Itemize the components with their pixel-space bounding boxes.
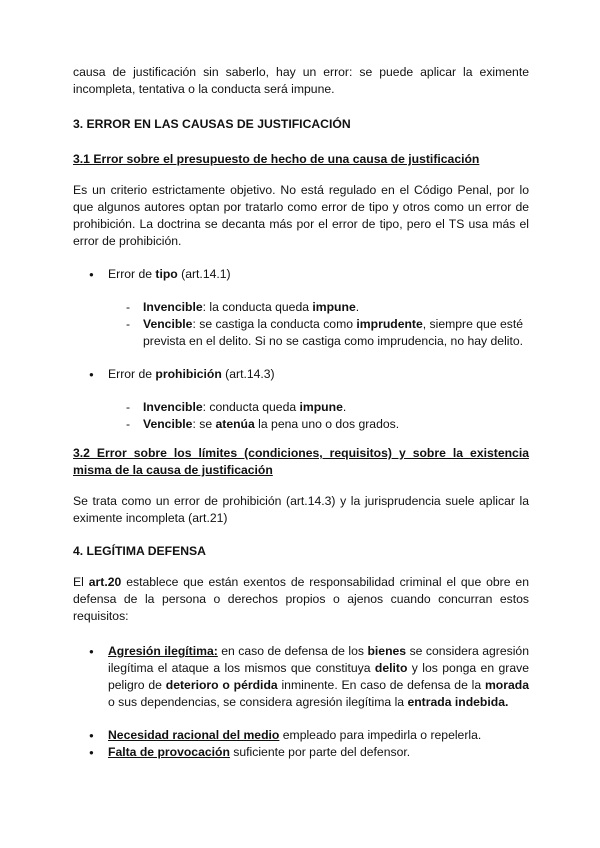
text: se considera agresión ilegítima el ataque a los mismos que constituya: [108, 644, 529, 675]
list-item: [73, 316, 529, 350]
term: imprudente: [356, 317, 423, 331]
text: establece que están exentos de responsabilidad criminal el que obre en defensa de la persona o derechos propios o ajenos cuando concurran estos requisitos:: [73, 575, 529, 623]
text: .: [342, 400, 347, 414]
list-item: [73, 416, 529, 433]
requisito-label: Necesidad racional del medio: [108, 728, 280, 742]
text: empleado para impedirla o repelerla.: [279, 728, 482, 742]
term: atenúa: [215, 417, 255, 431]
requisito-label: Falta de provocación: [108, 745, 230, 759]
text: .: [355, 300, 360, 314]
subsection-3-2-text: Se trata como un error de prohibición (art.14.3) y la jurisprudencia suele aplicar la eximente incompleta (art.21): [73, 494, 529, 525]
error-prohibicion-sublist: [73, 399, 529, 433]
label-post: (art.14.1): [177, 267, 231, 281]
text: suficiente por parte del defensor.: [229, 745, 411, 759]
error-tipo-sublist: [73, 299, 529, 350]
term: impune: [299, 400, 343, 414]
term: Vencible: [143, 417, 193, 431]
text: El: [73, 575, 89, 589]
subsection-3-1-text: Es un criterio estrictamente objetivo. No está regulado en el Código Penal, por lo que algunos autores optan por tratarlo como error de tipo y otros como un error de prohibición. La doctrina se decanta más por el error de tipo, pero el TS usa más el error de prohibición.: [73, 183, 529, 248]
requisitos-list: [73, 643, 529, 711]
subsection-3-1-heading: 3.1 Error sobre el presupuesto de hecho de una causa de justificación: [73, 152, 480, 166]
term: entrada indebida.: [407, 695, 509, 709]
requisitos-list-2: [73, 727, 529, 761]
section-4-heading: 4. LEGÍTIMA DEFENSA: [73, 544, 206, 558]
term: Vencible: [143, 317, 193, 331]
term: Invencible: [143, 300, 203, 314]
section-3-heading: 3. ERROR EN LAS CAUSAS DE JUSTIFICACIÓN: [73, 117, 351, 131]
requisito-label: Agresión ilegítima:: [108, 644, 218, 658]
list-item: [73, 399, 529, 416]
list-item-agresion: [73, 643, 529, 711]
text: : se castiga la conducta como: [192, 317, 357, 331]
term: Invencible: [143, 400, 203, 414]
term: impune: [312, 300, 356, 314]
list-item-necesidad: [73, 727, 529, 744]
text: o sus dependencias, se considera agresión ilegítima la: [108, 695, 408, 709]
text: : se: [192, 417, 216, 431]
text: la pena uno o dos grados.: [254, 417, 400, 431]
article-ref: art.20: [88, 575, 122, 589]
list-item-error-tipo: [73, 266, 529, 283]
label-post: (art.14.3): [221, 367, 275, 381]
list-item: [73, 299, 529, 316]
text: , siempre que esté prevista en el delito. Si no se castiga como imprudencia, no hay delito.: [143, 317, 524, 348]
label-pre: Error de: [108, 267, 156, 281]
text: y los ponga en grave peligro de: [108, 661, 529, 692]
text: : conducta queda: [202, 400, 300, 414]
intro-paragraph: causa de justificación sin saberlo, hay un error: se puede aplicar la eximente incompleta, tentativa o la conducta será impune.: [73, 65, 529, 96]
error-types-list: [73, 266, 529, 283]
list-item-provocacion: [73, 744, 529, 761]
text: inminente. En caso de defensa de la: [277, 678, 485, 692]
label-pre: Error de: [108, 367, 156, 381]
section-4-intro: [73, 574, 529, 625]
term: morada: [484, 678, 529, 692]
label-bold: tipo: [155, 267, 178, 281]
document-page: [73, 64, 529, 761]
text: en caso de defensa de los: [217, 644, 368, 658]
term: deterioro o pérdida: [165, 678, 278, 692]
label-bold: prohibición: [155, 367, 222, 381]
text: : la conducta queda: [202, 300, 313, 314]
subsection-3-2-heading: 3.2 Error sobre los límites (condiciones, requisitos) y sobre la existencia misma de la causa de justificación: [73, 446, 529, 477]
error-prohibicion-list: [73, 366, 529, 383]
term: bienes: [367, 644, 407, 658]
term: delito: [374, 661, 408, 675]
list-item-error-prohibicion: [73, 366, 529, 383]
